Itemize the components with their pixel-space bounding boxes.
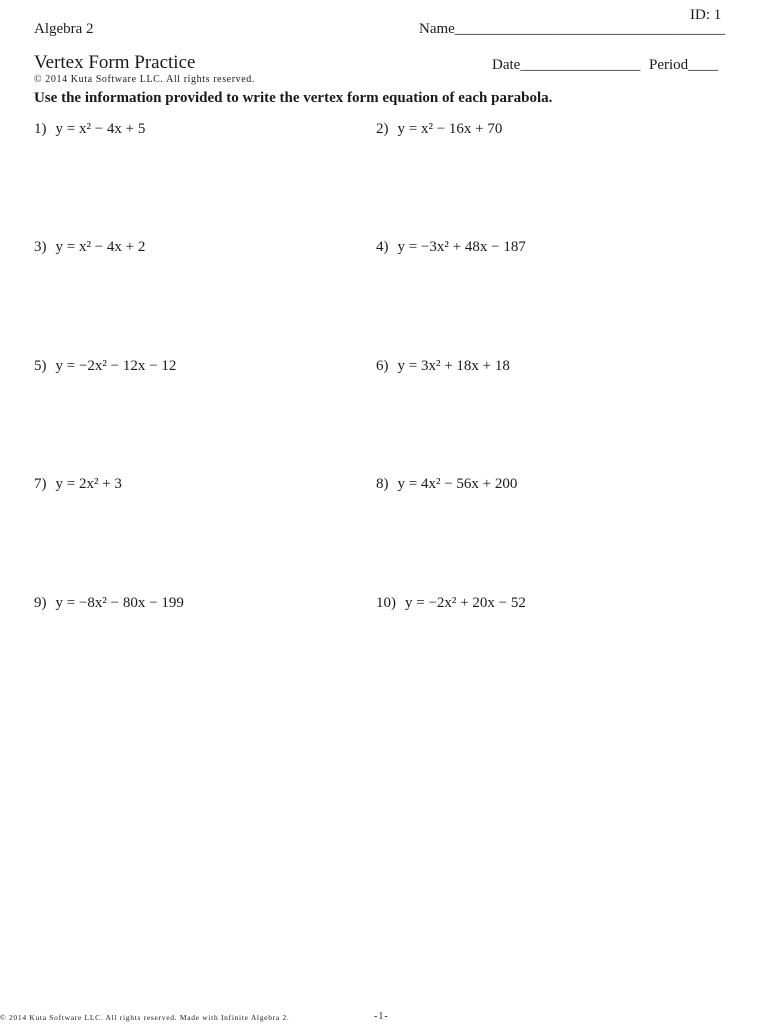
problem-equation: y = 2x² + 3 bbox=[55, 476, 122, 492]
problem-number: 4) bbox=[376, 239, 389, 255]
problem-equation: y = x² − 16x + 70 bbox=[397, 121, 503, 137]
problem-number: 1) bbox=[34, 121, 47, 137]
course-name: Algebra 2 bbox=[34, 21, 94, 37]
instructions: Use the information provided to write the vertex form equation of each parabola. bbox=[34, 90, 553, 106]
problem-equation: y = −3x² + 48x − 187 bbox=[397, 239, 526, 255]
problem-number: 7) bbox=[34, 476, 47, 492]
problem-item bbox=[34, 358, 176, 375]
problem-number: 2) bbox=[376, 121, 389, 137]
problem-equation: y = −2x² + 20x − 52 bbox=[405, 595, 526, 611]
problem-item bbox=[34, 595, 184, 612]
problem-equation: y = x² − 4x + 5 bbox=[55, 121, 146, 137]
problem-item bbox=[376, 595, 526, 612]
problem-item bbox=[376, 476, 517, 493]
problem-equation: y = x² − 4x + 2 bbox=[55, 239, 146, 255]
problem-number: 3) bbox=[34, 239, 47, 255]
problem-number: 10) bbox=[376, 595, 396, 611]
problem-equation: y = −2x² − 12x − 12 bbox=[55, 358, 177, 374]
name-field: Name____________________________________ bbox=[419, 21, 725, 37]
problem-number: 5) bbox=[34, 358, 47, 374]
date-field: Date________________ bbox=[492, 57, 641, 73]
worksheet-title: Vertex Form Practice bbox=[34, 52, 196, 73]
problem-number: 8) bbox=[376, 476, 389, 492]
problem-number: 9) bbox=[34, 595, 47, 611]
page-number: -1- bbox=[374, 1011, 389, 1022]
problem-item bbox=[34, 121, 145, 138]
footer-copyright: © 2014 Kuta Software LLC. All rights reserved. Made with Infinite Algebra 2. bbox=[0, 1013, 290, 1022]
problem-equation: y = −8x² − 80x − 199 bbox=[55, 595, 184, 611]
problem-item bbox=[34, 239, 145, 256]
period-field: Period____ bbox=[649, 57, 719, 73]
problem-item bbox=[376, 358, 510, 375]
worksheet-id: ID: 1 bbox=[690, 7, 722, 23]
problem-item bbox=[376, 239, 526, 256]
problem-equation: y = 3x² + 18x + 18 bbox=[397, 358, 510, 374]
problem-number: 6) bbox=[376, 358, 389, 374]
copyright-notice: © 2014 Kuta Software LLC. All rights reserved. bbox=[34, 74, 255, 85]
problem-equation: y = 4x² − 56x + 200 bbox=[397, 476, 518, 492]
problem-item bbox=[376, 121, 502, 138]
problem-item bbox=[34, 476, 122, 493]
